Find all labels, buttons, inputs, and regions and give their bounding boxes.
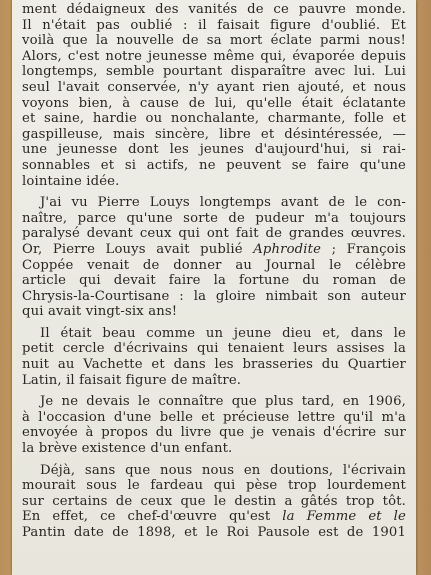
text-line: petit cercle d'écrivains qui tenaient leurs assises la: [22, 341, 406, 357]
text-line: Alors, c'est notre jeunesse même qui, évaporée depuis: [22, 48, 406, 64]
text-line: ment dédaigneux des vanités de ce pauvre monde.: [22, 2, 406, 17]
text-fragment: Or, Pierre Louys avait publié: [22, 241, 254, 257]
text-line: Latin, il faisait figure de maître.: [22, 372, 242, 388]
femme-pantin-title: la Femme et le: [282, 509, 406, 525]
text-line: Je ne devais le connaître que plus tard, en 1906,: [40, 394, 406, 410]
paragraph-1: [22, 2, 406, 189]
paragraph-3: [22, 326, 406, 388]
paragraph-2: [22, 195, 406, 320]
text-line: J'ai vu Pierre Louys longtemps avant de le con-: [40, 195, 406, 211]
article-text: [22, 2, 406, 541]
text-line-aphrodite: [22, 242, 406, 258]
text-line-femme: [22, 509, 406, 525]
text-line: Chrysis-la-Courtisane : la gloire nimbait son auteur: [22, 288, 406, 304]
text-line: une jeunesse dont les jeunes d'aujourd'hui, si rai-: [22, 142, 406, 158]
text-line: Il était beau comme un jeune dieu et, dans le: [40, 325, 406, 341]
text-line: mourait sous le fardeau qui pèse trop lourdement: [22, 478, 406, 494]
text-line: sur certains de ceux que le destin a gâtés trop tôt.: [22, 493, 406, 509]
text-fragment: En effet, ce chef-d'œuvre qu'est: [22, 509, 283, 525]
text-line: sonnables et si actifs, ne peuvent se faire qu'une: [22, 157, 406, 173]
text-line: seul l'avait conservée, n'y ayant rien ajouté, et nous: [22, 79, 406, 95]
aphrodite-title: Aphrodite: [253, 241, 322, 257]
text-line: à l'occasion d'une belle et précieuse lettre qu'il m'a: [22, 409, 406, 425]
text-line: qui avait vingt-six ans!: [22, 304, 178, 320]
text-line: gaspilleuse, mais sincère, libre et désintéressée, —: [22, 126, 406, 142]
text-line: nuit au Vachette et dans les brasseries du Quartier: [22, 357, 406, 373]
text-line: voilà que la nouvelle de sa mort éclate parmi nous!: [22, 33, 406, 49]
text-line: naître, parce qu'une sorte de pudeur m'a toujours: [22, 210, 406, 226]
text-line: voyons bien, à cause de lui, qu'elle était éclatante: [22, 95, 406, 111]
text-line: et saine, hardie ou nonchalante, charmante, folle et: [22, 111, 406, 127]
text-line: paralysé devant ceux qui ont fait de grandes œuvres.: [22, 226, 406, 242]
paragraph-5: [22, 463, 406, 541]
text-line: Déjà, sans que nous nous en doutions, l'écrivain: [40, 462, 406, 478]
paragraph-4: [22, 394, 406, 456]
text-fragment: ; François: [321, 241, 406, 257]
text-line: article qui devait faire la fortune du roman de: [22, 273, 406, 289]
text-line: envoyée à propos du livre que je venais d'écrire sur: [22, 425, 406, 441]
text-line: la brève existence d'un enfant.: [22, 441, 233, 457]
text-line: longtemps, semble pourtant disparaître avec lui. Lui: [22, 64, 406, 80]
text-line: Il n'était pas oublié : il faisait figure d'oublié. Et: [22, 17, 406, 33]
text-line: Pantin date de 1898, et le Roi Pausole est de 1901: [22, 525, 406, 540]
text-line: lointaine idée.: [22, 173, 120, 189]
text-line: Coppée venait de donner au Journal le célèbre: [22, 257, 406, 273]
newspaper-clipping: [12, 0, 416, 575]
